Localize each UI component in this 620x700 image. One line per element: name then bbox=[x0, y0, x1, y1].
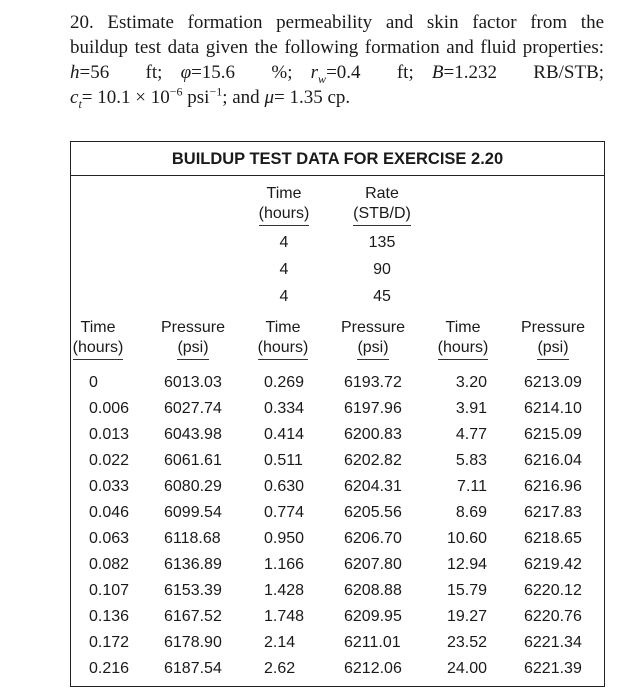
data-header-label: Pressure bbox=[520, 319, 586, 336]
problem-line2-text: buildup test data given the following formation and fluid properties: bbox=[70, 37, 604, 58]
table-cell: 6208.88 bbox=[344, 582, 402, 599]
table-cell: 6043.98 bbox=[164, 426, 222, 443]
data-header-4 bbox=[328, 318, 418, 360]
rate-time-header-unit: (hours) bbox=[259, 204, 310, 226]
table-cell: 6136.89 bbox=[164, 556, 222, 573]
table-cell: 0.022 bbox=[89, 452, 130, 469]
table-cell: 0.013 bbox=[89, 426, 130, 443]
table-cell: 6193.72 bbox=[344, 374, 402, 391]
table-cell: 0.334 bbox=[264, 400, 305, 417]
table-cell: 6061.61 bbox=[164, 452, 222, 469]
table-cell: 6216.96 bbox=[524, 478, 582, 495]
table-cell: 0.046 bbox=[89, 504, 130, 521]
table-cell: 6197.96 bbox=[344, 400, 402, 417]
mu-value: = 1.35 cp. bbox=[273, 87, 351, 108]
rate-row-rate: 45 bbox=[373, 288, 391, 305]
phi-symbol: φ bbox=[180, 62, 192, 83]
table-cell: 0.136 bbox=[89, 608, 130, 625]
table-cell: 2.62 bbox=[264, 660, 296, 677]
buildup-data-table bbox=[70, 141, 605, 687]
table-cell: 0.414 bbox=[264, 426, 305, 443]
table-cell: 0.033 bbox=[89, 478, 130, 495]
table-cell: 7.11 bbox=[457, 478, 487, 495]
rw-subscript: w bbox=[318, 71, 327, 86]
rw-symbol: r bbox=[310, 62, 319, 83]
table-cell: 6207.80 bbox=[344, 556, 402, 573]
table-cell: 0.774 bbox=[264, 504, 305, 521]
rate-header bbox=[329, 184, 435, 226]
phi-value: =15.6 bbox=[191, 62, 236, 83]
table-cell: 6220.12 bbox=[524, 582, 582, 599]
param-ct bbox=[70, 84, 260, 111]
table-cell: 6080.29 bbox=[164, 478, 222, 495]
table-cell: 6013.03 bbox=[164, 374, 222, 391]
b-unit: RB/STB; bbox=[533, 62, 605, 83]
rate-row-time: 4 bbox=[279, 234, 289, 251]
problem-statement bbox=[70, 10, 604, 110]
table-cell: 6205.56 bbox=[344, 504, 402, 521]
h-unit: ft; bbox=[145, 62, 163, 83]
table-cell: 0.216 bbox=[89, 660, 130, 677]
data-header-unit: (psi) bbox=[537, 338, 568, 360]
b-symbol: B bbox=[431, 62, 444, 83]
table-cell: 3.91 bbox=[455, 400, 487, 417]
table-cell: 6221.39 bbox=[524, 660, 582, 677]
rate-time-header bbox=[239, 184, 329, 226]
table-cell: 6027.74 bbox=[164, 400, 222, 417]
data-header-5 bbox=[418, 318, 508, 360]
h-symbol: h bbox=[70, 62, 80, 83]
b-value: =1.232 bbox=[443, 62, 497, 83]
table-cell: 23.52 bbox=[446, 634, 487, 651]
table-cell: 15.79 bbox=[446, 582, 487, 599]
data-header-label: Time bbox=[80, 319, 116, 336]
param-mu bbox=[264, 87, 350, 108]
table-cell: 6214.10 bbox=[524, 400, 582, 417]
table-cell: 6216.04 bbox=[524, 452, 582, 469]
rate-header-label: Rate bbox=[365, 185, 399, 202]
table-cell: 6220.76 bbox=[524, 608, 582, 625]
table-cell: 0.269 bbox=[264, 374, 305, 391]
h-value: =56 bbox=[79, 62, 110, 83]
ct-unit-exponent: −1 bbox=[209, 84, 223, 99]
data-header-label: Pressure bbox=[160, 319, 226, 336]
param-phi bbox=[181, 62, 293, 83]
table-cell: 24.00 bbox=[446, 660, 487, 677]
table-cell: 0.172 bbox=[89, 634, 130, 651]
table-cell: 6215.09 bbox=[524, 426, 582, 443]
ct-subscript: t bbox=[78, 96, 82, 111]
data-header-label: Time bbox=[445, 319, 481, 336]
data-header-unit: (psi) bbox=[357, 338, 388, 360]
table-cell: 6209.95 bbox=[344, 608, 402, 625]
data-header-label: Pressure bbox=[340, 319, 406, 336]
table-cell: 0.082 bbox=[89, 556, 130, 573]
table-cell: 6178.90 bbox=[164, 634, 222, 651]
param-b bbox=[432, 62, 604, 83]
data-header-label: Time bbox=[265, 319, 301, 336]
table-cell: 5.83 bbox=[455, 452, 487, 469]
table-cell: 6213.09 bbox=[524, 374, 582, 391]
rate-row-rate: 90 bbox=[373, 261, 391, 278]
data-header-unit: (psi) bbox=[177, 338, 208, 360]
table-cell: 0.630 bbox=[264, 478, 305, 495]
data-header-1 bbox=[53, 318, 143, 360]
table-cell: 12.94 bbox=[446, 556, 487, 573]
table-cell: 6218.65 bbox=[524, 530, 582, 547]
table-cell: 6204.31 bbox=[344, 478, 402, 495]
table-cell: 19.27 bbox=[446, 608, 487, 625]
problem-line-1 bbox=[70, 10, 604, 35]
data-header-6 bbox=[508, 318, 598, 360]
data-header-unit: (hours) bbox=[258, 338, 309, 360]
table-cell: 6212.06 bbox=[344, 660, 402, 677]
table-cell: 6200.83 bbox=[344, 426, 402, 443]
rw-value: =0.4 bbox=[326, 62, 361, 83]
problem-line-2 bbox=[70, 35, 604, 60]
table-cell: 6219.42 bbox=[524, 556, 582, 573]
table-cell: 0.063 bbox=[89, 530, 130, 547]
data-header-unit: (hours) bbox=[73, 338, 124, 360]
ct-value: = 10.1 × 10 bbox=[81, 87, 170, 108]
table-cell: 1.166 bbox=[264, 556, 305, 573]
table-cell: 6211.01 bbox=[344, 634, 401, 651]
problem-line-3 bbox=[70, 60, 604, 85]
rate-row-rate: 135 bbox=[368, 234, 396, 251]
table-cell: 1.428 bbox=[264, 582, 305, 599]
ct-symbol: c bbox=[70, 87, 79, 108]
problem-line1-text: Estimate formation permeability and skin factor from the bbox=[107, 12, 605, 33]
phi-unit: %; bbox=[271, 62, 293, 83]
table-cell: 0.107 bbox=[89, 582, 130, 599]
rate-row-time: 4 bbox=[279, 288, 289, 305]
table-cell: 0 bbox=[89, 374, 98, 391]
table-cell: 1.748 bbox=[264, 608, 305, 625]
table-title: BUILDUP TEST DATA FOR EXERCISE 2.20 bbox=[71, 142, 604, 176]
param-h bbox=[70, 62, 162, 83]
table-cell: 3.20 bbox=[455, 374, 487, 391]
table-cell: 0.950 bbox=[264, 530, 305, 547]
table-cell: 6167.52 bbox=[164, 608, 222, 625]
rate-row-time: 4 bbox=[279, 261, 289, 278]
table-cell: 6153.39 bbox=[164, 582, 222, 599]
table-cell: 2.14 bbox=[264, 634, 296, 651]
data-header-unit: (hours) bbox=[438, 338, 489, 360]
table-cell: 4.77 bbox=[455, 426, 487, 443]
table-cell: 6217.83 bbox=[524, 504, 582, 521]
mu-symbol: μ bbox=[264, 87, 274, 108]
ct-unit: psi bbox=[187, 87, 210, 108]
rate-header-unit: (STB/D) bbox=[353, 204, 411, 226]
table-cell: 0.006 bbox=[89, 400, 130, 417]
table-cell: 6118.68 bbox=[164, 530, 221, 547]
problem-line-4 bbox=[70, 85, 604, 110]
table-cell: 6099.54 bbox=[164, 504, 222, 521]
table-cell: 8.69 bbox=[455, 504, 487, 521]
table-cell: 6187.54 bbox=[164, 660, 222, 677]
rw-unit: ft; bbox=[396, 62, 414, 83]
table-cell: 6206.70 bbox=[344, 530, 402, 547]
param-rw bbox=[310, 62, 414, 86]
data-header-3 bbox=[238, 318, 328, 360]
problem-number: 20. bbox=[70, 12, 94, 33]
table-cell: 6221.34 bbox=[524, 634, 582, 651]
ct-exponent: −6 bbox=[169, 84, 183, 99]
ct-separator: ; and bbox=[222, 87, 260, 108]
table-cell: 6202.82 bbox=[344, 452, 402, 469]
table-cell: 10.60 bbox=[446, 530, 487, 547]
table-cell: 0.511 bbox=[264, 452, 303, 469]
data-header-2 bbox=[148, 318, 238, 360]
rate-time-header-label: Time bbox=[266, 185, 302, 202]
